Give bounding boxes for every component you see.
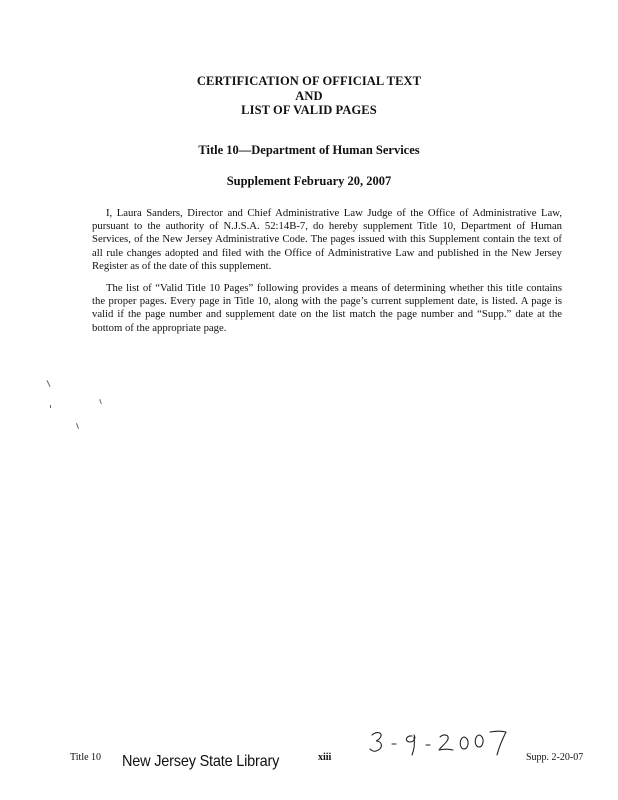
body-paragraph-1: I, Laura Sanders, Director and Chief Administrative Law Judge of the Office of Administrative Law, pursuant to the authority of N.J.S.A. 52:14B-7, do hereby supplement Title 10, Department of Human Services, of the New Jersey Administrative Code. The pages issued with this Supplement contain the text of all rule changes adopted and filed with the Office of Administrative Law and published in the New Jersey Register as of the date of this supplement. xyxy=(92,207,562,272)
page-number: xiii xyxy=(318,752,332,763)
scan-mark xyxy=(76,423,79,429)
library-stamp: New Jersey State Library xyxy=(122,753,280,771)
certification-heading xyxy=(0,74,618,118)
footer-supplement-date: Supp. 2-20-07 xyxy=(526,752,584,763)
heading-line-2: AND xyxy=(295,88,323,103)
handwritten-date-signature xyxy=(366,726,516,760)
scan-mark xyxy=(99,399,102,404)
body-paragraph-2: The list of “Valid Title 10 Pages” following provides a means of determining whether this title contains the proper pages. Every page in Title 10, along with the page’s current supplement date, is listed. A page is valid if the page number and supplement date on the list match the page number and “Supp.” date at the bottom of the appropriate page. xyxy=(92,282,562,334)
heading-line-3: LIST OF VALID PAGES xyxy=(241,103,377,117)
footer-title: Title 10 xyxy=(70,752,102,763)
scan-mark xyxy=(47,380,51,387)
title-heading: Title 10—Department of Human Services xyxy=(198,143,420,157)
heading-line-1: CERTIFICATION OF OFFICIAL TEXT xyxy=(196,74,422,88)
scan-mark xyxy=(50,405,51,408)
supplement-heading: Supplement February 20, 2007 xyxy=(226,174,392,188)
